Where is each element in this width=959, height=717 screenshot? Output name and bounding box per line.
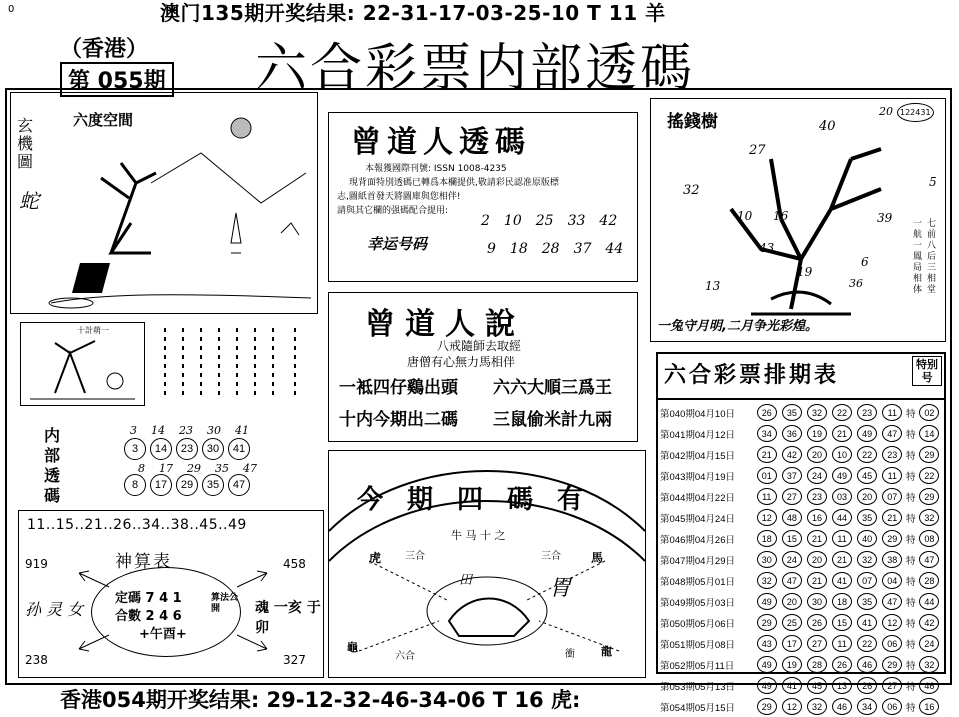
corner-mark: 0 — [8, 4, 15, 15]
schedule-number: 29 — [882, 656, 902, 673]
notice-line4: 請與其它欄的强碼配合提用: — [337, 206, 449, 216]
schedule-issue: 第049期05月03日 — [660, 597, 735, 609]
special-number: 42 — [919, 614, 939, 631]
schedule-number: 21 — [807, 572, 827, 589]
tree-num-10: 5 — [929, 175, 937, 189]
special-number: 22 — [919, 467, 939, 484]
lucky-r1-3: 33 — [567, 213, 586, 229]
schedule-number: 26 — [857, 677, 877, 694]
schedule-number: 24 — [807, 467, 827, 484]
row1-circles — [122, 438, 252, 460]
schedule-number: 20 — [782, 593, 802, 610]
schedule-number: 27 — [782, 488, 802, 505]
schedule-number: 11 — [757, 488, 777, 505]
lucky-r1-2: 25 — [535, 213, 554, 229]
special-label: 特 — [906, 681, 916, 693]
row2-circle-1: 17 — [150, 474, 172, 496]
schedule-number: 46 — [857, 656, 877, 673]
special-label: 特 — [906, 555, 916, 567]
schedule-number: 15 — [832, 614, 852, 631]
mid-right-char: 胃 — [549, 576, 572, 601]
bottom-left-zodiac: 龜 — [347, 641, 358, 654]
special-number: 14 — [919, 425, 939, 442]
row1-top-1: 14 — [151, 424, 165, 437]
notice-line1: 本報獲國際刊號: ISSN 1008-4235 — [365, 164, 507, 174]
schedule-number: 35 — [857, 509, 877, 526]
schedule-number: 21 — [757, 446, 777, 463]
schedule-row — [660, 444, 942, 465]
schedule-number: 48 — [782, 509, 802, 526]
special-label: 特 — [906, 639, 916, 651]
schedule-number: 30 — [757, 551, 777, 568]
issue-number: 第 055期 — [60, 62, 174, 97]
left-num: 919 — [25, 557, 48, 571]
region-label: （香港） — [60, 37, 149, 62]
schedule-number: 22 — [857, 446, 877, 463]
text-columns — [155, 320, 315, 412]
verse-1b: 六六大順三爲王 — [493, 378, 612, 398]
special-label: 特 — [906, 534, 916, 546]
schedule-number: 07 — [857, 572, 877, 589]
verse-1a: 一袛四仔鷄出頭 — [339, 378, 458, 398]
side-tag: 算法公開 — [211, 593, 239, 614]
schedule-number: 46 — [832, 698, 852, 715]
schedule-number: 06 — [882, 698, 902, 715]
schedule-issue: 第048期05月01日 — [660, 576, 735, 588]
schedule-number: 26 — [807, 614, 827, 631]
verse-2b: 三鼠偷米計九兩 — [493, 410, 612, 430]
schedule-number: 42 — [782, 446, 802, 463]
special-number: 44 — [919, 593, 939, 610]
special-number: 29 — [919, 446, 939, 463]
schedule-number: 32 — [857, 551, 877, 568]
lucky-row2 — [487, 241, 623, 257]
row2-top-2: 29 — [187, 462, 201, 475]
schedule-issue: 第042期04月15日 — [660, 450, 735, 462]
right-tag: 三合 — [541, 551, 561, 562]
lucky-r1-1: 10 — [503, 213, 522, 229]
main-title: 六合彩票内部透碼 — [255, 39, 696, 99]
schedule-number: 40 — [857, 530, 877, 547]
lucky-r2-4: 44 — [605, 241, 624, 257]
lucky-r1-4: 42 — [599, 213, 618, 229]
schedule-number: 43 — [757, 635, 777, 652]
row2-circle-3: 35 — [202, 474, 224, 496]
schedule-number: 49 — [857, 425, 877, 442]
schedule-number: 18 — [757, 530, 777, 547]
bottom-right-zodiac: 龍 — [601, 645, 612, 658]
tree-num-0: 20 — [879, 105, 893, 118]
special-label: 特 — [906, 576, 916, 588]
schedule-number: 49 — [757, 656, 777, 673]
special-number: 32 — [919, 656, 939, 673]
schedule-number: 49 — [832, 467, 852, 484]
schedule-number: 23 — [807, 488, 827, 505]
schedule-number: 35 — [857, 593, 877, 610]
left-chars: 孙 灵 女 — [25, 600, 84, 619]
lucky-row1 — [481, 213, 617, 229]
schedule-number: 45 — [857, 467, 877, 484]
schedule-issue: 第047期04月29日 — [660, 555, 735, 567]
schedule-number: 20 — [807, 446, 827, 463]
schedule-number: 19 — [782, 656, 802, 673]
panel-left-top — [10, 92, 318, 314]
schedule-row — [660, 465, 942, 486]
tree-num-17: 13 — [705, 279, 721, 293]
schedule-issue: 第040期04月10日 — [660, 408, 735, 420]
sub-line2: 唐僧有心無力馬相伴 — [407, 355, 516, 369]
schedule-number: 21 — [807, 530, 827, 547]
schedule-issue: 第051期05月08日 — [660, 639, 735, 651]
special-tag: 特别号 — [912, 356, 942, 386]
shensuan-title: 神算表 — [115, 552, 172, 572]
schedule-number: 17 — [782, 635, 802, 652]
sum-line: 合數 2 4 6 — [115, 609, 182, 624]
schedule-number: 47 — [782, 572, 802, 589]
schedule-issue: 第044期04月22日 — [660, 492, 735, 504]
side-label: 玄機圖 — [17, 116, 34, 171]
schedule-number: 06 — [882, 635, 902, 652]
special-number: 29 — [919, 488, 939, 505]
special-number: 24 — [919, 635, 939, 652]
schedule-number: 15 — [782, 530, 802, 547]
verse-2a: 十内今期出二碼 — [339, 410, 458, 430]
code-line: 定碼 7 4 1 — [115, 591, 182, 606]
row2-top-3: 35 — [215, 462, 229, 475]
schedule-number: 44 — [832, 509, 852, 526]
lucky-r2-0: 9 — [487, 241, 496, 257]
row1-circle-1: 14 — [150, 438, 172, 460]
schedule-number: 25 — [782, 614, 802, 631]
special-label: 特 — [906, 597, 916, 609]
tree-num-2: 27 — [749, 143, 766, 158]
special-label: 特 — [906, 660, 916, 672]
row1-circle-3: 30 — [202, 438, 224, 460]
special-number: 28 — [919, 572, 939, 589]
special-label: 特 — [906, 618, 916, 630]
lucky-r2-1: 18 — [509, 241, 528, 257]
money-tree-title: 搖錢樹 — [667, 112, 718, 132]
schedule-row — [660, 654, 942, 675]
left-zodiac: 虎 — [369, 551, 382, 565]
row1-top-2: 23 — [179, 424, 193, 437]
column-marks — [155, 320, 315, 412]
row1-circle-0: 3 — [124, 438, 146, 460]
schedule-row — [660, 633, 942, 654]
bottom-left-tag: 六合 — [395, 651, 415, 662]
center-top-title: 曾道人透碼 — [351, 125, 531, 160]
schedule-number: 11 — [882, 467, 902, 484]
schedule-number: 22 — [832, 404, 852, 421]
row1-handwritten — [130, 424, 249, 437]
row2-top-0: 8 — [138, 462, 145, 475]
schedule-number: 47 — [882, 593, 902, 610]
schedule-number: 13 — [832, 677, 852, 694]
schedule-number: 45 — [807, 677, 827, 694]
row2-circle-0: 8 — [124, 474, 146, 496]
panel-left-bottom — [18, 510, 324, 678]
schedule-number: 26 — [832, 656, 852, 673]
row1-circle-4: 41 — [228, 438, 250, 460]
arrows — [19, 511, 325, 679]
schedule-row — [660, 402, 942, 423]
top-banner: 澳门135期开奖结果: 22-31-17-03-25-10 T 11 羊 — [160, 1, 666, 25]
schedule-row — [660, 570, 942, 591]
schedule-number: 20 — [857, 488, 877, 505]
schedule-number: 32 — [807, 698, 827, 715]
tree-num-14: 39 — [877, 211, 893, 225]
bottom-right-num: 327 — [283, 653, 306, 667]
schedule-number: 21 — [832, 551, 852, 568]
schedule-number: 32 — [757, 572, 777, 589]
side-text-2: 七前八后三相堂 — [927, 219, 937, 295]
schedule-row — [660, 486, 942, 507]
schedule-table — [660, 402, 942, 717]
schedule-issue: 第052期05月11日 — [660, 660, 735, 672]
schedule-number: 11 — [832, 530, 852, 547]
schedule-number: 10 — [832, 446, 852, 463]
tree-num-16: 6 — [861, 255, 869, 269]
mid-left-char: 田 — [459, 573, 473, 588]
schedule-number: 12 — [782, 698, 802, 715]
schedule-number: 41 — [857, 614, 877, 631]
lucky-r2-2: 28 — [541, 241, 560, 257]
center-mid-title: 曾道人說 — [365, 307, 525, 342]
schedule-number: 27 — [807, 635, 827, 652]
schedule-issue: 第053期05月13日 — [660, 681, 735, 693]
schedule-issue: 第054期05月15日 — [660, 702, 735, 714]
schedule-issue: 第045期04月24日 — [660, 513, 735, 525]
schedule-row — [660, 423, 942, 444]
schedule-number: 28 — [807, 656, 827, 673]
panel-left-top-title: 六度空間 — [73, 111, 134, 129]
row1-top-0: 3 — [130, 424, 137, 437]
zodiac-line: +午酉+ — [139, 627, 187, 642]
schedule-number: 26 — [757, 404, 777, 421]
row2-circles — [122, 474, 252, 496]
stamp: 122431 — [897, 103, 934, 122]
number-strip: 11..15..21..26..34..38..45..49 — [27, 517, 247, 533]
tree-num-1: 40 — [819, 119, 836, 134]
schedule-number: 03 — [832, 488, 852, 505]
figure-label: 十計萌一 — [77, 326, 109, 335]
schedule-number: 20 — [807, 551, 827, 568]
special-number: 16 — [919, 698, 939, 715]
schedule-number: 07 — [882, 488, 902, 505]
bottom-banner: 香港054期开奖结果: 29-12-32-46-34-06 T 16 虎: — [60, 688, 581, 712]
special-number: 02 — [919, 404, 939, 421]
schedule-number: 29 — [757, 698, 777, 715]
row2-top-1: 17 — [159, 462, 173, 475]
schedule-number: 27 — [882, 677, 902, 694]
schedule-row — [660, 549, 942, 570]
schedule-number: 21 — [832, 425, 852, 442]
schedule-issue: 第041期04月12日 — [660, 429, 735, 441]
special-number: 32 — [919, 509, 939, 526]
schedule-number: 11 — [832, 635, 852, 652]
schedule-number: 22 — [857, 635, 877, 652]
schedule-number: 24 — [782, 551, 802, 568]
schedule-divider — [658, 398, 944, 400]
lucky-r2-3: 37 — [573, 241, 592, 257]
schedule-panel — [656, 352, 946, 714]
right-chars: 魂 一亥 于卯 — [255, 600, 321, 636]
panel-center-bottom — [328, 450, 646, 678]
row2-circle-2: 29 — [176, 474, 198, 496]
schedule-number: 41 — [782, 677, 802, 694]
schedule-number: 23 — [857, 404, 877, 421]
schedule-row — [660, 507, 942, 528]
special-label: 特 — [906, 513, 916, 525]
neibu-label: 内部透碼 — [44, 426, 61, 505]
schedule-number: 16 — [807, 509, 827, 526]
schedule-row — [660, 612, 942, 633]
row2-top-4: 47 — [243, 462, 257, 475]
row1-top-3: 30 — [207, 424, 221, 437]
tree-bottom-text: 一兔守月明,二月争光彩煌。 — [657, 319, 818, 334]
side-text: 一航一鳳局相体 — [913, 219, 923, 295]
schedule-number: 12 — [882, 614, 902, 631]
schedule-number: 36 — [782, 425, 802, 442]
schedule-number: 35 — [782, 404, 802, 421]
special-label: 特 — [906, 450, 916, 462]
panel-center-top — [328, 112, 638, 282]
center-label: 牛 马 十 之 — [451, 529, 506, 542]
special-label: 特 — [906, 492, 916, 504]
schedule-number: 34 — [757, 425, 777, 442]
special-number: 47 — [919, 551, 939, 568]
schedule-title: 六合彩票排期表 — [664, 362, 840, 388]
schedule-number: 49 — [757, 593, 777, 610]
panel-left-mid — [10, 418, 320, 510]
panel-center-mid — [328, 292, 638, 442]
schedule-number: 32 — [807, 404, 827, 421]
schedule-number: 37 — [782, 467, 802, 484]
special-label: 特 — [906, 702, 916, 714]
schedule-issue: 第046期04月26日 — [660, 534, 735, 546]
schedule-number: 29 — [757, 614, 777, 631]
tree-num-19: 36 — [849, 277, 863, 290]
schedule-number: 41 — [832, 572, 852, 589]
schedule-number: 38 — [882, 551, 902, 568]
schedule-row — [660, 591, 942, 612]
row1-top-4: 41 — [235, 424, 249, 437]
schedule-number: 47 — [882, 425, 902, 442]
lucky-label: 幸运号码 — [367, 235, 428, 253]
right-num: 458 — [283, 557, 306, 571]
tree-num-7: 32 — [683, 183, 700, 198]
schedule-number: 30 — [807, 593, 827, 610]
panel-left-figure — [20, 322, 145, 406]
special-label: 特 — [906, 429, 916, 441]
figure-drawing — [25, 333, 140, 403]
schedule-number: 23 — [882, 446, 902, 463]
schedule-number: 21 — [882, 509, 902, 526]
money-tree-drawing — [651, 99, 947, 343]
row1-circle-2: 23 — [176, 438, 198, 460]
special-label: 特 — [906, 408, 916, 420]
schedule-row — [660, 528, 942, 549]
tree-num-18: 19 — [797, 265, 813, 279]
tree-num-12: 10 — [737, 209, 753, 223]
notice-line3: 志,圖紙首發天將圖庫與您相伴! — [337, 192, 461, 202]
notice-line2: 現背面特別透碼已轉爲本欄提供,敬請彩民認准原版標 — [349, 178, 559, 188]
schedule-number: 11 — [882, 404, 902, 421]
panel-right-top — [650, 98, 946, 342]
tree-num-13: 16 — [773, 209, 789, 223]
schedule-number: 34 — [857, 698, 877, 715]
left-tag: 三合 — [405, 551, 425, 562]
schedule-issue: 第043期04月19日 — [660, 471, 735, 483]
schedule-number: 04 — [882, 572, 902, 589]
lucky-r1-0: 2 — [481, 213, 490, 229]
schedule-number: 12 — [757, 509, 777, 526]
handwritten-word: 蛇 — [19, 189, 39, 213]
right-zodiac: 馬 — [591, 551, 604, 565]
schedule-number: 01 — [757, 467, 777, 484]
sub-line1: 八戒隨師去取經 — [437, 339, 522, 353]
schedule-number: 19 — [807, 425, 827, 442]
schedule-number: 49 — [757, 677, 777, 694]
row2-circle-4: 47 — [228, 474, 250, 496]
special-number: 08 — [919, 530, 939, 547]
tree-num-15: 43 — [759, 241, 775, 255]
center-bottom-title: 今期四碼有 — [357, 485, 608, 515]
special-number: 46 — [919, 677, 939, 694]
schedule-number: 18 — [832, 593, 852, 610]
bottom-right-tag: 衝 — [565, 649, 575, 660]
schedule-issue: 第050期05月06日 — [660, 618, 735, 630]
schedule-number: 29 — [882, 530, 902, 547]
special-label: 特 — [906, 471, 916, 483]
bottom-left-num: 238 — [25, 653, 48, 667]
